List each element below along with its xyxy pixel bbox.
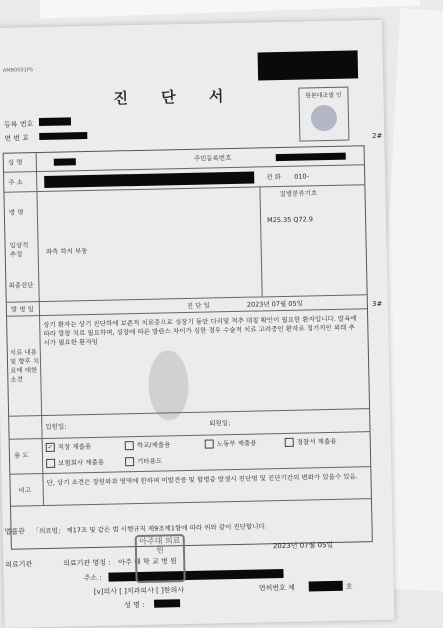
margin-mark-1: 2# <box>372 132 383 140</box>
phone-value: 010- <box>294 172 310 181</box>
treatment-opinion-label: 치료 내용 및 향후 치료에 대한 소견 <box>9 348 40 384</box>
redaction-signer <box>154 599 180 608</box>
copy-stamp-label: 원본대조필 인 <box>305 91 342 100</box>
stamp-seal-icon <box>311 105 338 132</box>
hospital-seal: 아주대 의료원 <box>135 534 186 583</box>
checkbox-icon <box>205 439 214 448</box>
photo-shadow <box>148 350 189 421</box>
column-divider <box>259 186 262 296</box>
remarks-text: 단, 상기 소견은 장원와과 영역에 한하며 미발견증 및 합병증 발생시 진단명 및 진단기간의 변화가 있을수 있음. <box>46 472 358 487</box>
onset-date-label: 발 병 일 <box>10 305 34 314</box>
registration-number-label: 등록 번호 <box>3 120 34 129</box>
redaction-serial <box>39 132 87 140</box>
use-option-school[interactable]: 학교/제출용 <box>125 440 171 450</box>
document-title: 진 단 서 <box>113 86 238 108</box>
name-label: 성 명 <box>7 158 23 167</box>
checkbox-icon <box>125 441 134 450</box>
admission-date-label: 입원일: <box>45 422 67 431</box>
left-margin-label: 의료기관 <box>5 560 33 569</box>
redaction-reg <box>39 117 71 126</box>
disease-code-label: 질병분류기호 <box>279 189 318 199</box>
institution-label: 의료기관 명칭 : <box>63 558 111 568</box>
disease-label: 병 명 <box>8 208 24 217</box>
purpose-label: 용 도 <box>13 451 29 460</box>
use-option-insurance[interactable]: 보험회사 제출용 <box>46 458 104 469</box>
form-number: AMB0001PS <box>2 67 34 74</box>
remarks-label: 비고 <box>18 486 32 495</box>
treatment-opinion-text: 상기 환자는 상기 진단하에 보존적 치료중으로 성장기 동안 다리및 척추 대칭 확인이 필요한 환자입니다. 발육에 따라 깔창 치료 필요하며, 성장에 따른 발란스 차이가 심한 경우 수술적 치료 고려중인 환자로 정기적인 외래 추시가 필요한 환자임 <box>43 314 357 347</box>
row-divider <box>9 408 369 417</box>
use-option-police[interactable]: 경찰서 제출용 <box>285 437 337 448</box>
final-diagnosis-label: 최종진단 <box>8 281 34 290</box>
background-sheet-top <box>40 0 421 19</box>
use-option-other[interactable]: 기타용도 <box>125 457 162 467</box>
license-suffix: 호 <box>345 582 353 591</box>
doctor-type-label: [v]의사 [ ]치과의사 [ ]한의사 <box>93 586 185 596</box>
margin-mark-2: 3# <box>372 300 383 308</box>
diagnosis-value: 좌측 하지 부동 <box>45 247 88 256</box>
clinical-estimate-label: 임상적 추정 <box>9 241 29 259</box>
discharge-date-label: 퇴원일: <box>209 419 231 428</box>
diagnosis-document <box>0 20 394 628</box>
phone-label: 전 화 <box>266 172 281 182</box>
institution-address-label: 주소 : <box>83 573 102 583</box>
redaction-rrn <box>276 153 346 161</box>
rrn-label: 주민등록번호 <box>193 154 232 163</box>
serial-number-label: 연 번 호 <box>4 134 30 143</box>
license-number-label: 면허번호 제 <box>258 583 295 593</box>
checkbox-icon <box>285 438 294 447</box>
redaction-top <box>258 50 359 80</box>
check-icon: ✓ <box>46 443 55 452</box>
institution-name: 아주 대 학 교 병 원 <box>118 557 177 567</box>
redaction-name <box>54 158 76 165</box>
checkbox-icon <box>125 457 134 466</box>
copy-verification-stamp <box>298 87 349 142</box>
diagnosis-form-table <box>3 145 373 549</box>
left-margin-label-2: 법률관 <box>4 527 25 536</box>
redaction-address <box>44 172 254 188</box>
address-label: 주 소 <box>8 178 23 187</box>
signer-label: 성 명 : <box>124 600 145 610</box>
row-divider <box>11 498 371 507</box>
diagnosis-date: 2023년 07월 05일 <box>246 299 303 309</box>
checkbox-icon <box>46 459 55 468</box>
law-statement: 「의료법」 제17조 및 같은 법 시행규칙 제9조제1항에 따라 위와 같이 진단합니다. <box>32 522 267 536</box>
use-option-work[interactable]: ✓ 직장 제출용 <box>46 442 92 452</box>
redaction-license <box>309 581 343 592</box>
issue-date: 2023년 07월 05일 <box>272 540 334 551</box>
disease-codes: M25.35 Q72.9 <box>267 215 314 225</box>
diagnosis-date-label: 진 단 일 <box>186 301 210 310</box>
use-option-labor[interactable]: 노동부 제출용 <box>205 439 257 450</box>
